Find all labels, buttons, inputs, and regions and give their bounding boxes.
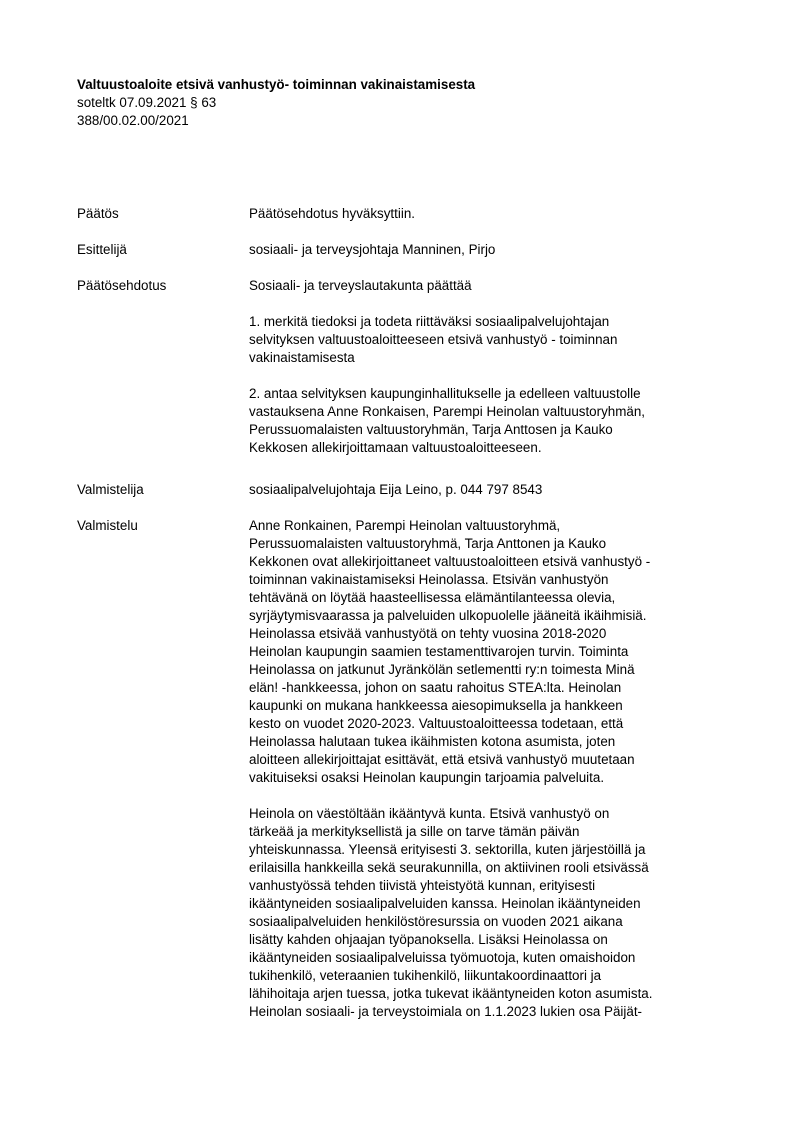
- text-line: kaupunki on mukana hankkeessa aiesopimuksella ja hankkeen: [249, 698, 623, 713]
- text-line: lähihoitaja arjen tuessa, jotka tukevat ikääntyneiden koton asumista.: [249, 986, 653, 1001]
- section-label: Päätös: [77, 206, 119, 221]
- text-line: Sosiaali- ja terveyslautakunta päättää: [249, 278, 472, 293]
- text-line: Heinolassa on jatkunut Jyränkölän setlementti ry:n toimesta Minä: [249, 662, 635, 677]
- section-content: [249, 205, 734, 223]
- text-line: Heinolassa halutaan tukea ikäihmisten kotona asumista, joten: [249, 734, 616, 749]
- text-line: aloitteen allekirjoittajat esittävät, että etsivä vanhustyö muutetaan: [249, 752, 635, 767]
- text-line: vakituiseksi osaksi Heinolan kaupungin tarjoamia palveluita.: [249, 770, 605, 785]
- text-line: 1. merkitä tiedoksi ja todeta riittäväksi sosiaalipalvelujohtajan: [249, 314, 610, 329]
- record-id: 388/00.02.00/2021: [77, 113, 189, 128]
- text-line: 2. antaa selvityksen kaupunginhallitukselle ja edelleen valtuustolle: [249, 386, 641, 401]
- text-line: ikääntyneiden sosiaalipalveluissa työmuotoja, kuten omaishoidon: [249, 950, 636, 965]
- meeting-reference: soteltk 07.09.2021 § 63: [77, 95, 217, 110]
- text-line: vakinaistamisesta: [249, 350, 355, 365]
- text-line: erilaisilla hankkeilla sekä seurakunnilla, on aktiivinen rooli etsivässä: [249, 860, 649, 875]
- text-line: Perussuomalaisten valtuustoryhmän, Tarja Anttosen ja Kauko: [249, 422, 613, 437]
- text-line: Heinola on väestöltään ikääntyvä kunta. Etsivä vanhustyö on: [249, 806, 610, 821]
- proposal-item-2: [249, 385, 734, 457]
- text-line: Kekkosen allekirjoittamaan valtuustoaloitteeseen.: [249, 440, 542, 455]
- text-line: yhteiskunnassa. Yleensä erityisesti 3. sektorilla, kuten järjestöillä ja: [249, 842, 646, 857]
- text-line: Kekkonen ovat allekirjoittaneet valtuustoaloitteen etsivä vanhustyö -: [249, 554, 651, 569]
- text-line: Heinolan kaupungin saamien testamenttivarojen turvin. Toiminta: [249, 644, 629, 659]
- presenter-text: sosiaali- ja terveysjohtaja Manninen, Pirjo: [249, 242, 496, 257]
- proposal-item-1: [249, 313, 734, 367]
- text-line: Anne Ronkainen, Parempi Heinolan valtuustoryhmä,: [249, 518, 561, 533]
- proposal-intro: [249, 277, 734, 295]
- decision-text: Päätösehdotus hyväksyttiin.: [249, 206, 415, 221]
- text-line: toiminnan vakinaistamiseksi Heinolassa. Etsivän vanhustyön: [249, 572, 609, 587]
- text-line: sosiaalipalveluiden henkilöstöresurssia on vuoden 2021 aikana: [249, 914, 623, 929]
- text-line: vanhustyössä tehden tiivistä yhteistyötä kunnan, erityisesti: [249, 878, 596, 893]
- preparation-paragraph-1: [249, 517, 734, 787]
- section-label: Päätösehdotus: [77, 278, 167, 293]
- text-line: ikääntyneiden sosiaalipalveluiden kanssa. Heinolan ikääntyneiden: [249, 896, 641, 911]
- document-header: [77, 76, 757, 130]
- text-line: elän! -hankkeessa, johon on saatu rahoitus STEA:lta. Heinolan: [249, 680, 622, 695]
- text-line: Perussuomalaisten valtuustoryhmä, Tarja Anttonen ja Kauko: [249, 536, 607, 551]
- text-line: Heinolan sosiaali- ja terveystoimiala on 1.1.2023 lukien osa Päijät-: [249, 1004, 643, 1019]
- preparation-paragraph-2: [249, 805, 734, 1021]
- section-content: [249, 277, 734, 457]
- text-line: tukihenkilö, veteraanien tukihenkilö, liikuntakoordinaattori ja: [249, 968, 602, 983]
- preparer-text: sosiaalipalvelujohtaja Eija Leino, p. 044 797 8543: [249, 482, 543, 497]
- text-line: tehtävänä on löytää haasteellisessa elämäntilanteessa olevia,: [249, 590, 616, 605]
- section-content: [249, 481, 734, 499]
- text-line: Heinolassa etsivää vanhustyötä on tehty vuosina 2018-2020: [249, 626, 607, 641]
- text-line: tärkeää ja merkityksellistä ja sille on tarve tämän päivän: [249, 824, 580, 839]
- section-label: Valmistelija: [77, 482, 144, 497]
- text-line: lisätty kahden ohjaajan työpanoksella. Lisäksi Heinolassa on: [249, 932, 608, 947]
- text-line: syrjäytymisvaarassa ja palveluiden ulkopuolelle jääneitä ikäihmisiä.: [249, 608, 647, 623]
- section-label: Esittelijä: [77, 242, 127, 257]
- document-title: Valtuustoaloite etsivä vanhustyö- toiminnan vakinaistamisesta: [77, 77, 476, 92]
- section-content: [249, 517, 734, 1021]
- text-line: kesto on vuodet 2020-2023. Valtuustoaloitteessa todetaan, että: [249, 716, 624, 731]
- text-line: vastauksena Anne Ronkaisen, Parempi Heinolan valtuustoryhmän,: [249, 404, 645, 419]
- text-line: selvityksen valtuustoaloitteeseen etsivä vanhustyö - toiminnan: [249, 332, 618, 347]
- section-label: Valmistelu: [77, 518, 138, 533]
- section-content: [249, 241, 734, 259]
